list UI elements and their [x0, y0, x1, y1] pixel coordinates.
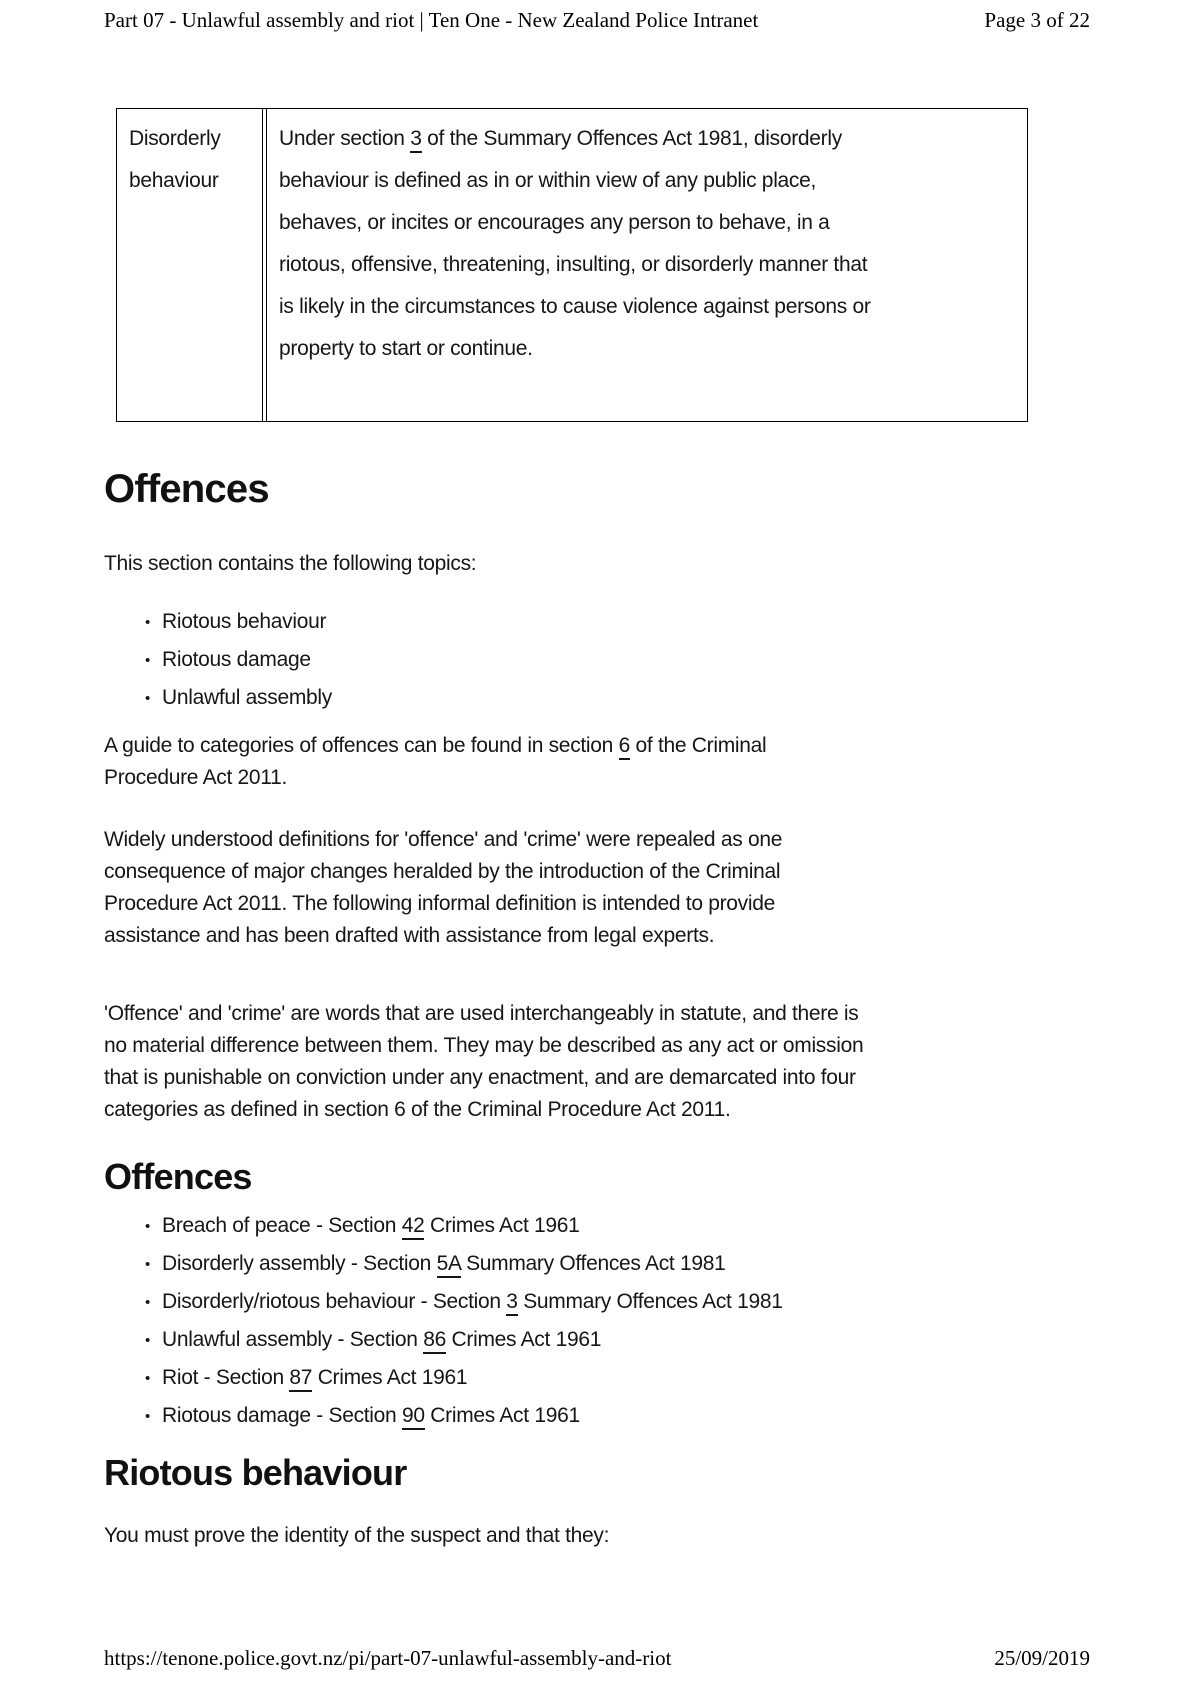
topics-list: [104, 606, 1090, 714]
section-86-link[interactable]: 86: [423, 1328, 446, 1354]
definition-text: Under section: [279, 127, 411, 150]
offence-text: Crimes Act 1961: [445, 1328, 602, 1351]
paragraph-line: consequence of major changes heralded by the introduction of the Criminal: [104, 860, 781, 883]
list-item: [162, 1286, 1090, 1318]
footer-date: 25/09/2019: [994, 1646, 1090, 1670]
offence-text: Summary Offences Act 1981: [460, 1252, 726, 1275]
footer-url: https://tenone.police.govt.nz/pi/part-07-unlawful-assembly-and-riot: [104, 1646, 672, 1670]
paragraph-line: that is punishable on conviction under any enactment, and are demarcated into four: [104, 1066, 856, 1089]
definition-text-cell: [266, 109, 1027, 421]
offence-crime-paragraph: [104, 998, 1090, 1126]
definition-line: is likely in the circumstances to cause violence against persons or: [279, 295, 871, 318]
offence-text: Disorderly assembly - Section: [162, 1252, 437, 1275]
paragraph-line: Procedure Act 2011.: [104, 766, 288, 789]
definitions-paragraph: [104, 824, 1090, 952]
list-item: [162, 606, 1090, 638]
offence-text: Crimes Act 1961: [424, 1214, 580, 1237]
topic-label: Unlawful assembly: [162, 686, 332, 709]
offence-text: Crimes Act 1961: [424, 1404, 580, 1427]
paragraph-line: assistance and has been drafted with assistance from legal experts.: [104, 924, 715, 947]
offence-text: Crimes Act 1961: [312, 1366, 468, 1389]
offence-text: Summary Offences Act 1981: [517, 1290, 783, 1313]
paragraph-line: [104, 730, 1090, 762]
header-document-title: Part 07 - Unlawful assembly and riot | Ten One - New Zealand Police Intranet: [104, 8, 759, 32]
list-item: [162, 1210, 1090, 1242]
riotous-intro: You must prove the identity of the suspect and that they:: [104, 1524, 610, 1547]
page-footer: [104, 1646, 1090, 1671]
list-item: [162, 1324, 1090, 1356]
definition-line: behaviour is defined as in or within view of any public place,: [279, 169, 817, 192]
page-content: [104, 108, 1090, 1578]
offence-text: Disorderly/riotous behaviour - Section: [162, 1290, 507, 1313]
section-87-link[interactable]: 87: [289, 1366, 312, 1392]
offence-text: Breach of peace - Section: [162, 1214, 402, 1237]
definition-text: of the Summary Offences Act 1981, disorderly: [421, 127, 842, 150]
offence-text: Riot - Section: [162, 1366, 290, 1389]
definition-line: behaves, or incites or encourages any person to behave, in a: [279, 211, 830, 234]
offence-text: Unlawful assembly - Section: [162, 1328, 424, 1351]
list-item: [162, 1248, 1090, 1280]
paragraph-line: no material difference between them. They may be described as any act or omission: [104, 1034, 864, 1057]
riotous-behaviour-heading: Riotous behaviour: [104, 1452, 407, 1493]
definition-line: [279, 118, 1015, 160]
offence-text: Riotous damage - Section: [162, 1404, 402, 1427]
section-3-link[interactable]: 3: [506, 1290, 517, 1316]
paragraph-line: 'Offence' and 'crime' are words that are used interchangeably in statute, and there is: [104, 1002, 859, 1025]
definition-table: [116, 108, 1028, 422]
list-item: [162, 682, 1090, 714]
section-90-link[interactable]: 90: [402, 1404, 425, 1430]
topic-label: Riotous damage: [162, 648, 311, 671]
paragraph-line: categories as defined in section 6 of the Criminal Procedure Act 2011.: [104, 1098, 731, 1121]
section-42-link[interactable]: 42: [402, 1214, 425, 1240]
list-item: [162, 1400, 1090, 1432]
section-5a-link[interactable]: 5A: [437, 1252, 461, 1278]
topics-intro: This section contains the following topics:: [104, 552, 477, 575]
section-3-link[interactable]: 3: [410, 127, 421, 153]
paragraph-line: Procedure Act 2011. The following informal definition is intended to provide: [104, 892, 776, 915]
paragraph-text: of the Criminal: [629, 734, 767, 757]
list-item: [162, 1362, 1090, 1394]
term-line: behaviour: [129, 169, 219, 192]
term-line: Disorderly: [129, 127, 221, 150]
list-item: [162, 644, 1090, 676]
offences-heading: Offences: [104, 467, 269, 511]
definition-term-cell: [117, 109, 263, 421]
paragraph-line: Widely understood definitions for 'offence' and 'crime' were repealed as one: [104, 828, 783, 851]
paragraph-text: A guide to categories of offences can be found in section: [104, 734, 619, 757]
definition-line: property to start or continue.: [279, 337, 533, 360]
offences-list-heading: Offences: [104, 1156, 252, 1197]
guide-paragraph: [104, 730, 1090, 794]
header-page-number: Page 3 of 22: [984, 8, 1090, 32]
offences-list: [104, 1210, 1090, 1432]
topic-label: Riotous behaviour: [162, 610, 327, 633]
section-6-link[interactable]: 6: [619, 734, 630, 760]
page-header: [104, 8, 1090, 33]
definition-line: riotous, offensive, threatening, insulting, or disorderly manner that: [279, 253, 868, 276]
